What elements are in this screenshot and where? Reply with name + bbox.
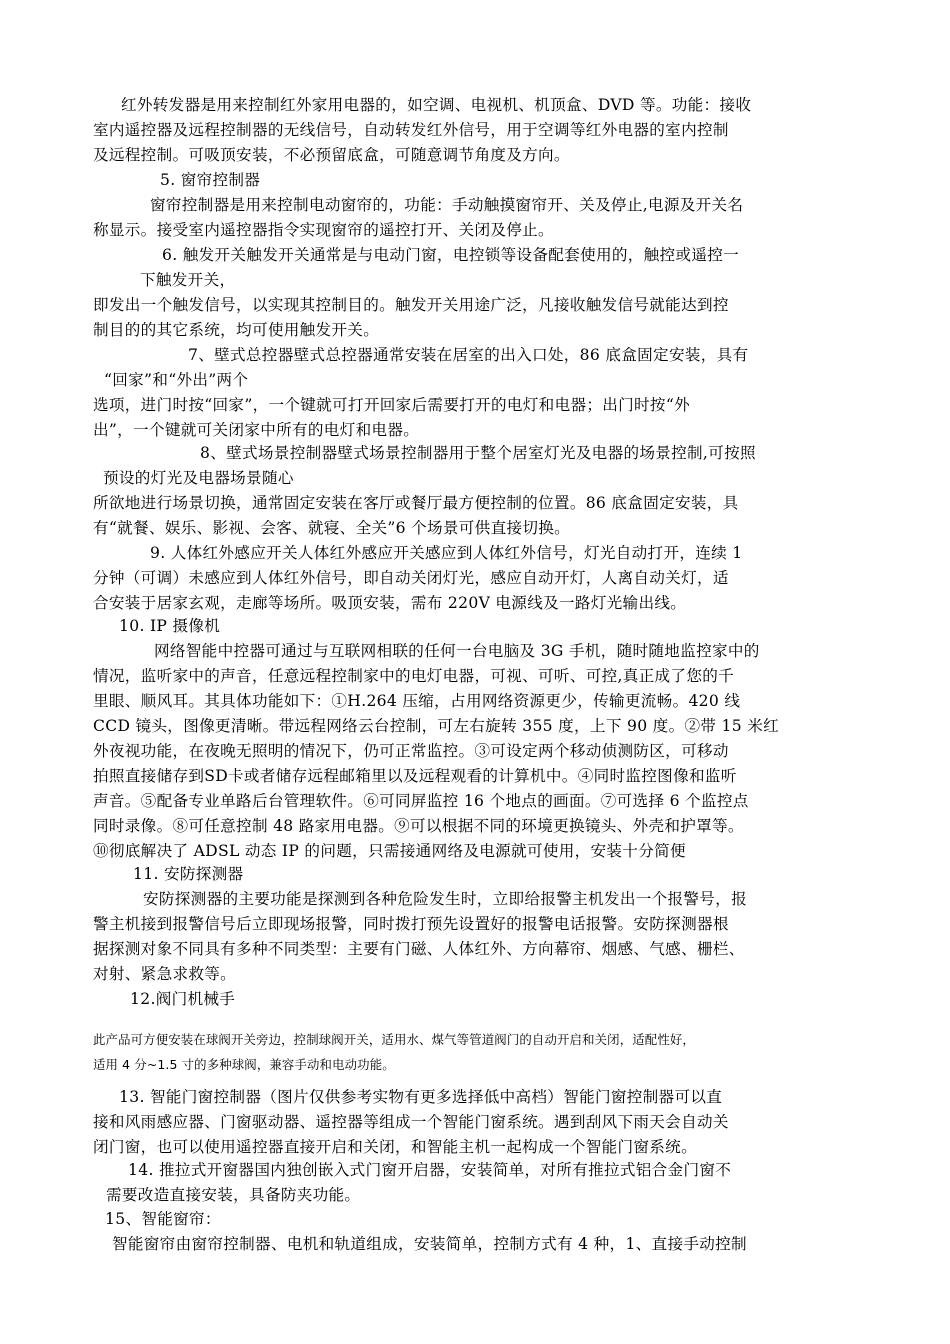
text-line: 13. 智能门窗控制器（图片仅供参考实物有更多选择低中高档）智能门窗控制器可以直 [119, 1088, 723, 1106]
text-line: 8、壁式场景控制器壁式场景控制器用于整个居室灯光及电器的场景控制,可按照 [200, 444, 756, 462]
text-line: 选项，进门时按“回家”，一个键就可打开回家后需要打开的电灯和电器；出门时按“外 [93, 396, 690, 414]
text-line: 需要改造直接安装，具备防夹功能。 [106, 1186, 361, 1204]
section-heading: 11. 安防探测器 [133, 865, 244, 883]
text-line: 所欲地进行场景切换，通常固定安装在客厅或餐厅最方便控制的位置。86 底盒固定安装，具 [93, 494, 739, 512]
section-heading: 12.阀门机械手 [130, 990, 236, 1008]
text-line: 接和风雨感应器、门窗驱动器、遥控器等组成一个智能门窗系统。遇到刮风下雨天会自动关 [93, 1113, 729, 1131]
text-line: 称显示。接受室内遥控器指令实现窗帘的遥控打开、关闭及停止。 [93, 221, 554, 239]
text-line: 此产品可方便安装在球阀开关旁边，控制球阀开关，适用水、煤气等管道阀门的自动开启和关闭，适配性好， [93, 1032, 695, 1047]
text-line: 据探测对象不同具有多种不同类型：主要有门磁、人体红外、方向幕帘、烟感、气感、栅栏、 [93, 940, 745, 958]
text-line: 闭门窗，也可以使用遥控器直接开启和关闭，和智能主机一起构成一个智能门窗系统。 [93, 1138, 697, 1156]
text-line: 制目的的其它系统，均可使用触发开关。 [93, 321, 380, 339]
text-line: 下触发开关， [140, 271, 236, 289]
text-line: 情况，监听家中的声音，任意远程控制家中的电灯电器，可视、可听、可控,真正成了您的千 [93, 667, 735, 685]
section-heading: 5. 窗帘控制器 [160, 171, 261, 189]
text-line: 警主机接到报警信号后立即现场报警，同时拨打预先设置好的报警电话报警。安防探测器根 [93, 915, 729, 933]
text-line: 里眼、顺风耳。其具体功能如下：①H.264 压缩，占用网络资源更少，传输更流畅。420 线 [93, 692, 741, 710]
text-line: 安防探测器的主要功能是探测到各种危险发生时，立即给报警主机发出一个报警号，报 [143, 890, 747, 908]
text-line: 有“就餐、娱乐、影视、会客、就寝、全关”6 个场景可供直接切换。 [93, 519, 571, 537]
text-line: 9. 人体红外感应开关人体红外感应开关感应到人体红外信号，灯光自动打开，连续 1 [150, 544, 743, 562]
text-line: 及远程控制。可吸顶安装，不必预留底盒，可随意调节角度及方向。 [93, 146, 570, 164]
text-line: 拍照直接储存到SD卡或者储存远程邮箱里以及远程观看的计算机中。④同时监控图像和监听 [93, 767, 737, 785]
text-line: CCD 镜头，图像更清晰。带远程网络云台控制，可左右旋转 355 度，上下 90 度。②带 15 米红 [93, 717, 779, 735]
section-heading: 10. IP 摄像机 [119, 617, 221, 635]
text-line: 对射、紧急求救等。 [93, 965, 237, 983]
text-line: 室内遥控器及远程控制器的无线信号，自动转发红外信号，用于空调等红外电器的室内控制 [93, 121, 729, 139]
text-line: 预设的灯光及电器场景随心 [103, 469, 294, 487]
text-line: 窗帘控制器是用来控制电动窗帘的，功能：手动触摸窗帘开、关及停止,电源及开关名 [150, 196, 744, 214]
text-line: 适用 4 分~1.5 寸的多种球阀，兼容手动和电动功能。 [93, 1057, 395, 1072]
text-line: 网络智能中控器可通过与互联网相联的任何一台电脑及 3G 手机，随时随地监控家中的 [154, 642, 760, 660]
text-line: 红外转发器是用来控制红外家用电器的，如空调、电视机、机顶盒、DVD 等。功能：接收 [121, 96, 752, 114]
text-line: 7、壁式总控器壁式总控器通常安装在居室的出入口处，86 底盒固定安装，具有 [188, 346, 749, 364]
text-line: 分钟（可调）未感应到人体红外信号，即自动关闭灯光，感应自动开灯，人离自动关灯，适 [93, 569, 729, 587]
text-line: 合安装于居家玄观，走廊等场所。吸顶安装，需布 220V 电源线及一路灯光输出线。 [93, 594, 687, 612]
text-line: 声音。⑤配备专业单路后台管理软件。⑥可同屏监控 16 个地点的画面。⑦可选择 6 个监控点 [93, 792, 749, 810]
text-line: 同时录像。⑧可任意控制 48 路家用电器。⑨可以根据不同的环境更换镜头、外壳和护罩等。 [93, 817, 744, 835]
section-heading: 15、智能窗帘： [105, 1210, 221, 1228]
text-line: 6. 触发开关触发开关通常是与电动门窗，电控锁等设备配套使用的，触控或遥控一 [162, 246, 740, 264]
text-line: ⑩彻底解决了 ADSL 动态 IP 的问题，只需接通网络及电源就可使用，安装十分简便 [93, 842, 686, 860]
text-line: 即发出一个触发信号，以实现其控制目的。触发开关用途广泛，凡接收触发信号就能达到控 [93, 296, 729, 314]
text-line: 出”，一个键就可关闭家中所有的电灯和电器。 [93, 421, 420, 439]
text-line: 智能窗帘由窗帘控制器、电机和轨道组成，安装简单，控制方式有 4 种，1、直接手动控制 [112, 1235, 747, 1253]
text-line: 14. 推拉式开窗器国内独创嵌入式门窗开启器，安装简单，对所有推拉式铝合金门窗不 [128, 1161, 732, 1179]
text-line: 外夜视功能，在夜晚无照明的情况下，仍可正常监控。③可设定两个移动侦测防区，可移动 [93, 742, 729, 760]
text-line: “回家”和“外出”两个 [104, 371, 249, 389]
